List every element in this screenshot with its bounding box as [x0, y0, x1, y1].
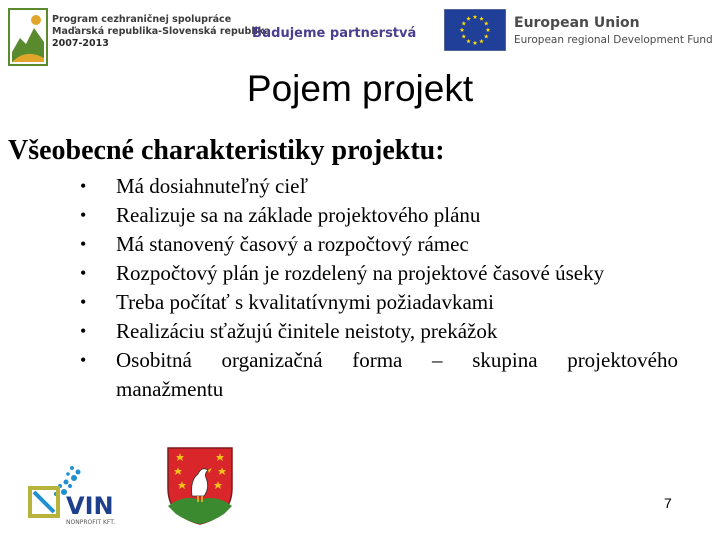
list-item-continuation — [0, 375, 678, 404]
slide-title: Pojem projekt — [246, 68, 474, 109]
bullet-icon: • — [80, 350, 87, 370]
program-name — [52, 14, 271, 50]
eu-subtitle: European regional Development Fund — [514, 34, 713, 46]
bullet-icon: • — [80, 292, 87, 312]
eu-flag-icon — [444, 9, 506, 51]
vin-logo-icon — [24, 460, 144, 530]
bullet-text: Rozpočtový plán je rozdelený na projektové časové úseky — [116, 261, 605, 285]
bullet-text: Osobitná organizačná forma – skupina projektového — [116, 348, 678, 372]
list-item — [0, 288, 678, 317]
bullet-text: Realizáciu sťažujú činitele neistoty, prekážok — [116, 319, 498, 343]
bullet-text: Realizuje sa na základe projektového plánu — [116, 203, 481, 227]
eu-title: European Union — [514, 15, 640, 31]
program-line-1: Program cezhraničnej spolupráce — [52, 14, 232, 25]
list-item — [0, 201, 678, 230]
bullet-text: Treba počítať s kvalitatívnymi požiadavkami — [116, 290, 494, 314]
vin-tagline: NONPROFIT KFT. — [66, 519, 116, 526]
bullet-icon: • — [80, 263, 87, 283]
vin-logo-text: VIN — [66, 492, 114, 520]
program-years: 2007-2013 — [52, 38, 109, 49]
list-item — [0, 230, 678, 259]
bullet-text: Má dosiahnuteľný cieľ — [116, 174, 309, 198]
bullet-icon: • — [80, 234, 87, 254]
program-line-2: Maďarská republika-Slovenská republika — [52, 26, 271, 37]
list-item — [0, 259, 678, 288]
page-number: 7 — [664, 495, 672, 511]
bullet-text: manažmentu — [116, 377, 224, 401]
list-item — [0, 317, 678, 346]
bullet-list — [0, 172, 720, 404]
partnership-slogan: Budujeme partnerstvá — [252, 26, 417, 41]
bullet-text: Má stanovený časový a rozpočtový rámec — [116, 232, 469, 256]
program-logo-icon — [8, 8, 48, 66]
bullet-icon: • — [80, 205, 87, 225]
coat-of-arms-icon — [164, 444, 236, 526]
slide-subtitle: Všeobecné charakteristiky projektu: — [8, 135, 445, 166]
eu-label — [514, 14, 713, 48]
bullet-icon: • — [80, 321, 87, 341]
list-item — [0, 346, 678, 375]
list-item — [0, 172, 678, 201]
bullet-icon: • — [80, 176, 87, 196]
